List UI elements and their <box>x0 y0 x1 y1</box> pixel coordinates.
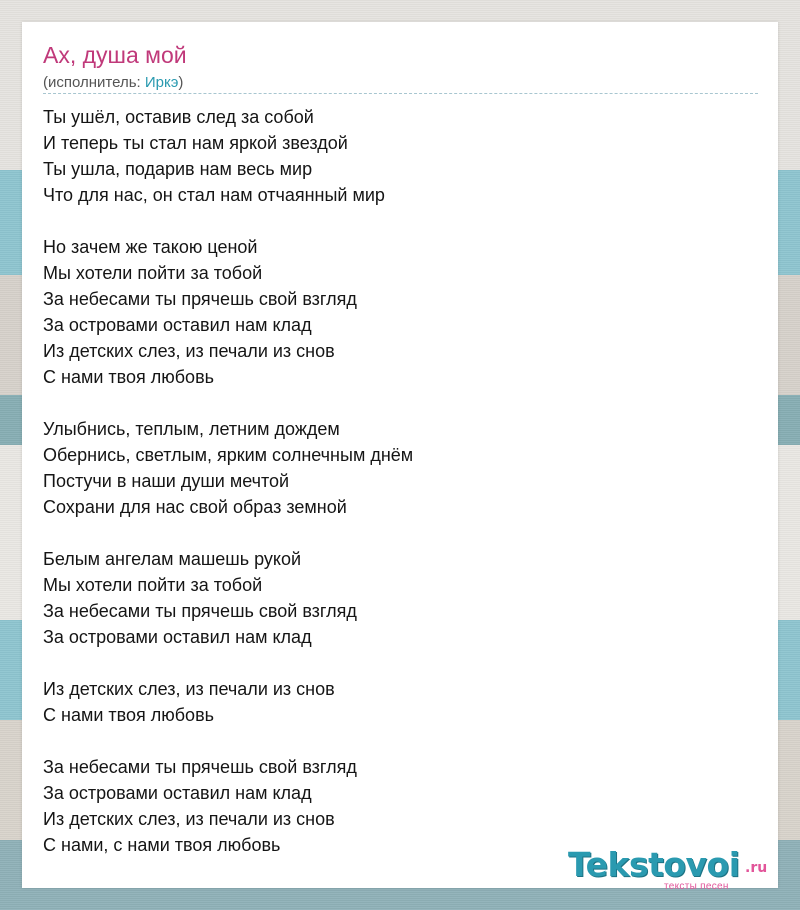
lyrics-line: Улыбнись, теплым, летним дождем <box>43 419 340 439</box>
logo-tld: .ru <box>745 860 768 876</box>
lyrics-line: Белым ангелам машешь рукой <box>43 549 302 569</box>
lyrics-line: Из детских слез, из печали из снов <box>43 341 335 361</box>
artist-line <box>43 74 183 91</box>
lyrics-line: За небесами ты прячешь свой взгляд <box>43 601 357 621</box>
lyrics-verse <box>43 676 413 728</box>
lyrics-body <box>43 104 413 858</box>
lyrics-line: За небесами ты прячешь свой взгляд <box>43 289 357 309</box>
artist-link[interactable]: Иркэ <box>144 74 179 91</box>
logo-tagline: тексты песен <box>664 881 729 892</box>
lyrics-verse <box>43 104 413 208</box>
lyrics-line: За островами оставил нам клад <box>43 783 312 803</box>
lyrics-line: Постучи в наши души мечтой <box>43 471 290 491</box>
lyrics-line: Из детских слез, из печали из снов <box>43 809 335 829</box>
lyrics-line: Мы хотели пойти за тобой <box>43 263 263 283</box>
artist-suffix: ) <box>178 74 184 91</box>
lyrics-verse <box>43 546 413 650</box>
lyrics-line: С нами, с нами твоя любовь <box>43 835 281 855</box>
lyrics-line: За островами оставил нам клад <box>43 315 312 335</box>
lyrics-card <box>22 22 778 892</box>
lyrics-line: Из детских слез, из печали из снов <box>43 679 335 699</box>
lyrics-line: За небесами ты прячешь свой взгляд <box>43 757 357 777</box>
lyrics-verse <box>43 754 413 858</box>
lyrics-line: Ты ушёл, оставив след за собой <box>43 107 314 127</box>
logo-wordmark: Tekstovoi <box>568 845 740 884</box>
lyrics-line: И теперь ты стал нам яркой звездой <box>43 133 348 153</box>
site-logo[interactable] <box>568 846 778 890</box>
lyrics-line: Что для нас, он стал нам отчаянный мир <box>43 185 385 205</box>
lyrics-verse <box>43 416 413 520</box>
lyrics-line: С нами твоя любовь <box>43 367 215 387</box>
lyrics-verse <box>43 234 413 390</box>
lyrics-line: За островами оставил нам клад <box>43 627 312 647</box>
lyrics-line: Мы хотели пойти за тобой <box>43 575 263 595</box>
artist-prefix: (исполнитель: <box>43 74 145 91</box>
title-divider <box>43 93 758 94</box>
lyrics-line: Но зачем же такою ценой <box>43 237 258 257</box>
lyrics-line: Сохрани для нас свой образ земной <box>43 497 347 517</box>
song-title: Ах, душа мой <box>43 42 187 68</box>
lyrics-line: Ты ушла, подарив нам весь мир <box>43 159 313 179</box>
lyrics-line: С нами твоя любовь <box>43 705 215 725</box>
lyrics-line: Обернись, светлым, ярким солнечным днём <box>43 445 414 465</box>
